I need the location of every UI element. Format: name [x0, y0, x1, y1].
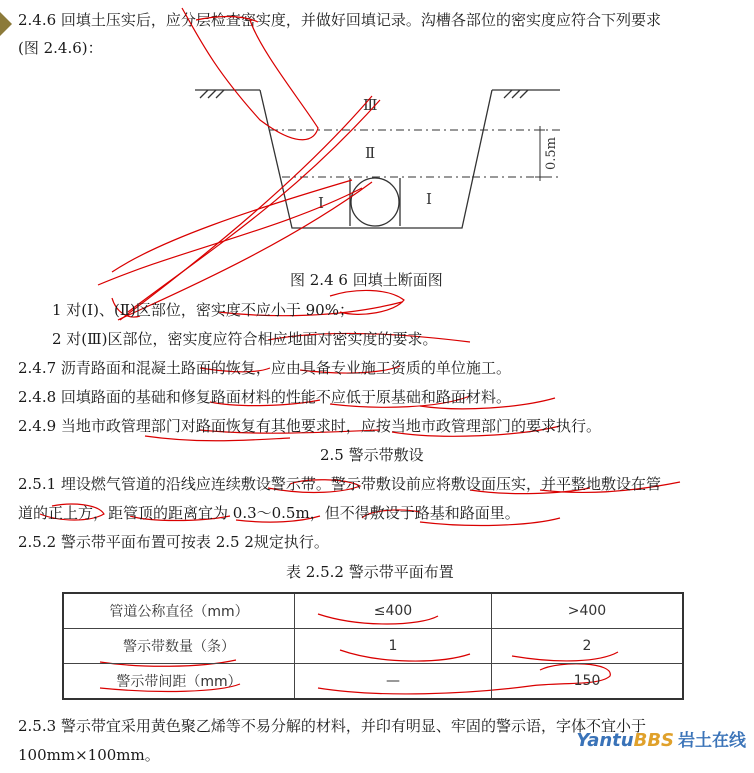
figure-caption: 图 2.4 6 回填土断面图: [290, 271, 443, 289]
para-2-5-3-line1: 2.5.3 警示带宜采用黄色聚乙烯等不易分解的材料，并印有明显、牢固的警示语，字体不宜小于: [18, 717, 646, 735]
table-caption: 表 2.5.2 警示带平面布置: [286, 563, 454, 581]
zone-label-ii: Ⅱ: [365, 144, 376, 162]
zone-label-iii: Ⅲ: [363, 96, 378, 114]
para-2-5-3-line2: 100mm×100mm。: [18, 746, 160, 764]
para-2-4-8: 2.4.8 回填路面的基础和修复路面材料的性能不应低于原基础和路面材料。: [18, 388, 511, 406]
para-2-4-9: 2.4.9 当地市政管理部门对路面恢复有其他要求时，应按当地市政管理部门的要求执行。: [18, 417, 601, 435]
watermark-cn: 岩土在线: [678, 731, 746, 751]
para-2-4-6-line1: 2.4.6 回填土压实后，应分层检查密实度，并做好回填记录。沟槽各部位的密实度应符合下列要求: [18, 11, 661, 29]
ground-hatch-right: [504, 90, 528, 98]
table-cell: 警示带间距（mm）: [63, 664, 295, 700]
dimension-label: 0.5m: [544, 136, 559, 170]
para-2-4-6-line2: (图 2.4.6)：: [18, 39, 103, 57]
table-cell: 管道公称直径（mm）: [63, 593, 295, 629]
item-1: 1 对(I)、(Ⅱ)区部位，密实度不应小于 90%；: [52, 301, 354, 319]
table-row: [63, 664, 683, 700]
para-2-5-2: 2.5.2 警示带平面布置可按表 2.5 2规定执行。: [18, 533, 329, 551]
ground-hatch-left: [200, 90, 224, 98]
para-2-4-7: 2.4.7 沥青路面和混凝土路面的恢复，应由具备专业施工资质的单位施工。: [18, 359, 511, 377]
zone-label-i-right: I: [426, 190, 432, 208]
table-row: [63, 593, 683, 629]
para-2-5-1-line1: 2.5.1 埋设燃气管道的沿线应连续敷设警示带。警示带敷设前应将敷设面压实，并平整地敷设在管: [18, 475, 661, 493]
table-cell: —: [295, 664, 492, 700]
table-cell: >400: [492, 593, 684, 629]
section-2-5-heading: 2.5 警示带敷设: [320, 446, 424, 464]
site-watermark: [576, 726, 746, 751]
item-2: 2 对(Ⅲ)区部位，密实度应符合相应地面对密实度的要求。: [52, 330, 438, 348]
para-2-5-1-line2: 道的正上方，距管顶的距离宜为 0.3～0.5m，但不得敷设于路基和路面里。: [18, 504, 520, 522]
table-cell: ≤400: [295, 593, 492, 629]
table-cell: 1: [295, 629, 492, 664]
table-cell: 150: [492, 664, 684, 700]
zone-label-i-left: I: [318, 194, 324, 212]
pipe-circle: [351, 178, 399, 226]
table-cell: 2: [492, 629, 684, 664]
watermark-bbs: BBS: [633, 730, 674, 751]
table-cell: 警示带数量（条）: [63, 629, 295, 664]
watermark-brand: Yantu: [576, 730, 634, 751]
warning-tape-table: [62, 592, 684, 700]
table-row: [63, 629, 683, 664]
